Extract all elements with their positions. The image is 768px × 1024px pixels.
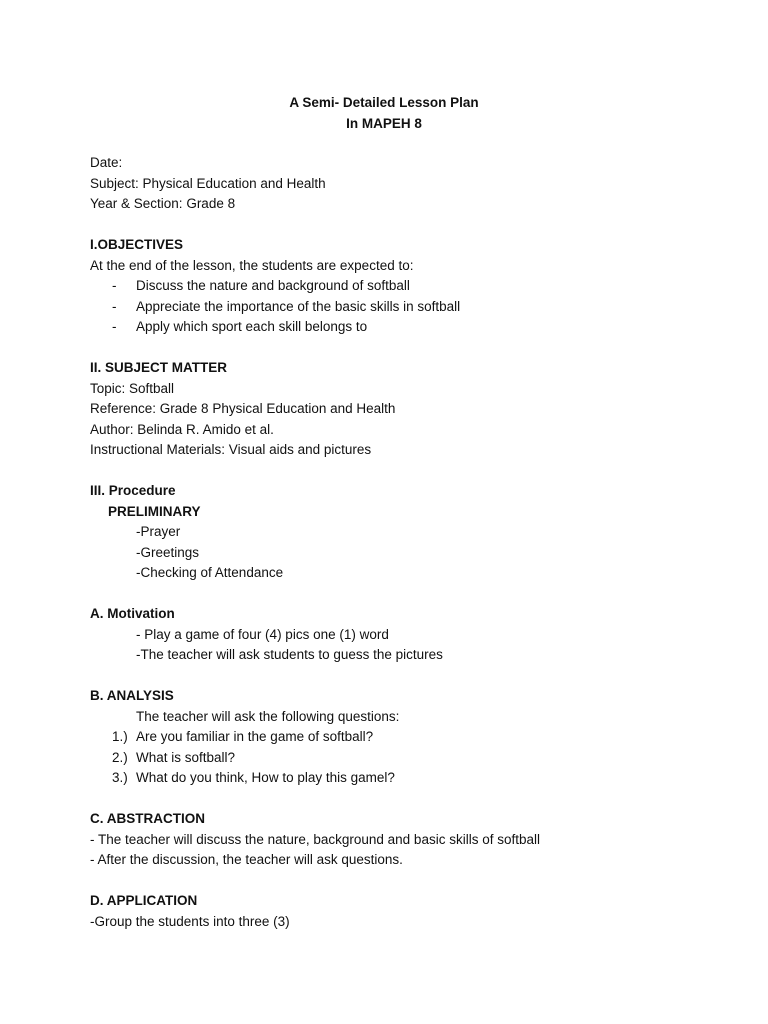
question-text: Are you familiar in the game of softball? [136, 729, 374, 744]
question-number: 3.) [112, 770, 128, 785]
subject-matter-heading: II. SUBJECT MATTER [90, 360, 228, 375]
procedure-heading: III. Procedure [90, 483, 176, 498]
abstraction-item: - The teacher will discuss the nature, background and basic skills of softball [90, 831, 540, 847]
motivation-item: - Play a game of four (4) pics one (1) word [136, 626, 389, 642]
dash-marker: - [112, 278, 117, 293]
materials-line: Instructional Materials: Visual aids and pictures [90, 442, 372, 457]
motivation-item: -The teacher will ask students to guess the pictures [136, 647, 443, 662]
objective-item [90, 317, 730, 338]
document-body [90, 153, 730, 932]
application-heading: D. APPLICATION [90, 893, 198, 908]
abstraction-item: - After the discussion, the teacher will ask questions. [90, 852, 403, 867]
objectives-heading: I.OBJECTIVES [90, 237, 184, 252]
objectives-intro: At the end of the lesson, the students are expected to: [90, 257, 414, 273]
analysis-question [90, 748, 730, 769]
analysis-question [90, 727, 730, 748]
motivation-heading: A. Motivation [90, 606, 175, 621]
question-number: 1.) [112, 729, 128, 744]
abstraction-heading: C. ABSTRACTION [90, 811, 205, 826]
date-line: Date: [90, 155, 123, 170]
analysis-heading: B. ANALYSIS [90, 688, 174, 703]
preliminary-item: -Checking of Attendance [136, 565, 284, 580]
preliminary-item: -Greetings [136, 544, 200, 560]
preliminary-heading: PRELIMINARY [108, 503, 201, 519]
objective-text: Apply which sport each skill belongs to [136, 319, 368, 334]
objective-item [90, 276, 730, 297]
reference-line: Reference: Grade 8 Physical Education and Health [90, 401, 396, 416]
objective-text: Discuss the nature and background of softball [136, 278, 410, 293]
year-section-line: Year & Section: Grade 8 [90, 196, 236, 211]
objective-text: Appreciate the importance of the basic skills in softball [136, 298, 461, 314]
question-text: What is softball? [136, 749, 236, 765]
topic-line: Topic: Softball [90, 380, 175, 396]
question-text: What do you think, How to play this gamel? [136, 770, 395, 785]
author-line: Author: Belinda R. Amido et al. [90, 421, 274, 437]
question-number: 2.) [112, 749, 128, 765]
document-title [0, 93, 768, 134]
dash-marker: - [112, 298, 117, 314]
analysis-question [90, 768, 730, 789]
objective-item [90, 297, 730, 318]
application-item: -Group the students into three (3) [90, 913, 290, 929]
dash-marker: - [112, 319, 117, 334]
preliminary-item: -Prayer [136, 524, 181, 539]
subject-line: Subject: Physical Education and Health [90, 175, 326, 191]
title-line-2: In MAPEH 8 [346, 115, 422, 131]
title-line-1: A Semi- Detailed Lesson Plan [289, 95, 479, 110]
analysis-intro: The teacher will ask the following questions: [136, 708, 400, 724]
